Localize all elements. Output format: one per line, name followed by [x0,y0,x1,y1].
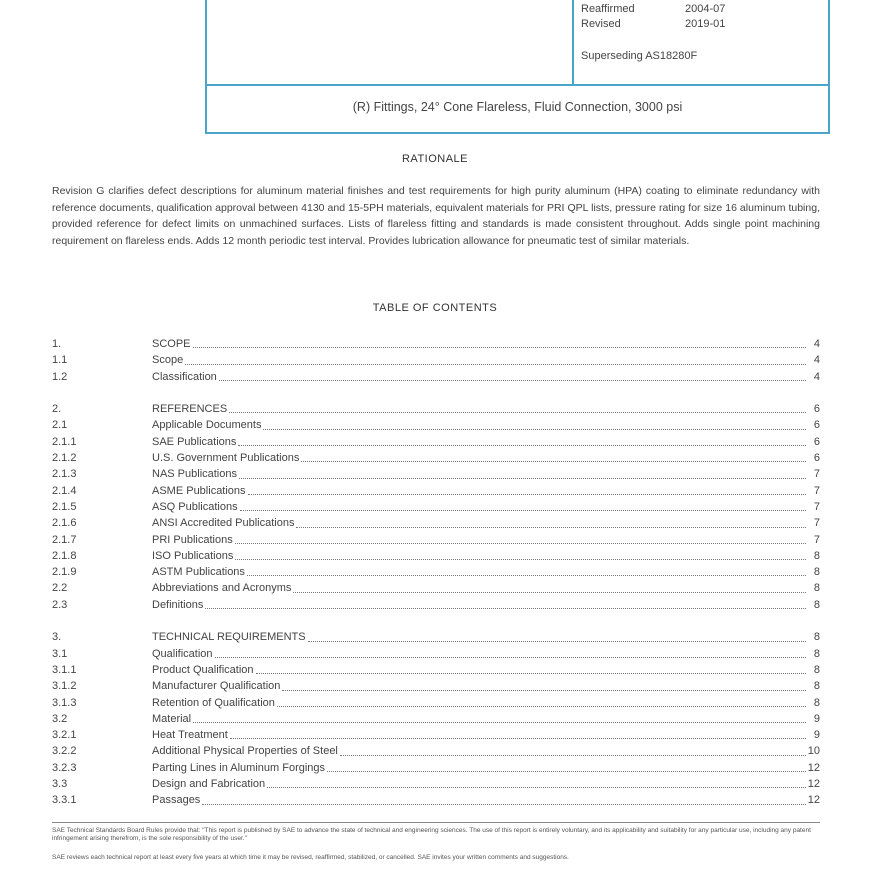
toc-entry-title: Design and Fabrication [152,778,266,791]
toc-entry-title: ASME Publications [152,484,246,497]
toc-entry-number: 1.1 [52,354,68,367]
toc-dot-leader [230,727,806,739]
revised-label: Revised [581,18,621,30]
toc-dot-leader [202,792,806,804]
toc-entry-number: 2.1.1 [52,435,77,448]
toc-entry-title: Abbreviations and Acronyms [152,582,292,595]
toc-entry-number: 3.2.1 [52,729,77,742]
toc-dot-leader [256,662,807,674]
toc-entry-page: 8 [813,549,820,562]
revised-row [581,17,725,32]
toc-entry-page: 8 [813,696,820,709]
toc-entry-title: Passages [152,794,201,807]
toc-entry[interactable] [52,483,820,499]
footer-rule [52,822,820,823]
toc-entry-number: 2.1 [52,419,68,432]
toc-entry-title: Heat Treatment [152,729,228,742]
reaffirmed-row [581,2,725,17]
toc-entry-number: 2.1.8 [52,549,77,562]
toc-entry-page: 12 [807,778,820,791]
toc-entry-title: Manufacturer Qualification [152,680,281,693]
header-divider-horizontal [207,84,828,86]
toc-entry-number: 3. [52,631,62,644]
toc-entry[interactable] [52,580,820,596]
toc-entry-title-wrap [152,532,806,548]
toc-entry-title-wrap [152,727,806,743]
toc-entry-title-wrap [152,629,806,645]
toc-dot-leader [293,580,806,592]
toc-entry-title-wrap [152,776,806,792]
toc-dot-leader [248,483,806,495]
toc-entry-number: 2.1.2 [52,452,77,465]
toc-entry-title: TECHNICAL REQUIREMENTS [152,631,306,644]
toc-entry[interactable] [52,711,820,727]
toc-entry-title-wrap [152,515,806,531]
toc-entry[interactable] [52,662,820,678]
toc-entry-title: SCOPE [152,338,191,350]
toc-entry-page: 8 [813,647,820,660]
toc-entry-title: Additional Physical Properties of Steel [152,745,338,758]
revision-dates [581,2,725,32]
toc-dot-leader [239,466,806,478]
toc-entry-title-wrap [152,695,806,711]
toc-entry[interactable] [52,369,820,385]
toc-entry[interactable] [52,743,820,759]
toc-entry-page: 8 [813,598,820,611]
toc-entry-number: 3.1.1 [52,663,77,676]
toc-entry-number: 1.2 [52,370,68,383]
toc-entry-page: 6 [813,419,820,432]
toc-entry-title: Product Qualification [152,663,254,676]
toc-entry-title-wrap [152,760,806,776]
toc-entry-page: 12 [807,794,820,807]
toc-entry-title-wrap [152,662,806,678]
toc-entry-title-wrap [152,597,806,613]
header-divider-vertical [572,0,574,84]
toc-dot-leader [215,646,806,658]
toc-entry-number: 3.1 [52,647,68,660]
toc-entry-title-wrap [152,646,806,662]
toc-entry-page: 9 [813,712,820,725]
toc-entry-number: 2.3 [52,598,68,611]
toc-entry[interactable] [52,760,820,776]
toc-entry-title-wrap [152,711,806,727]
toc-entry[interactable] [52,532,820,548]
toc-entry-title: Applicable Documents [152,419,262,432]
toc-entry-title: SAE Publications [152,435,237,448]
toc-entry-title-wrap [152,336,806,352]
toc-entry-title-wrap [152,401,806,417]
toc-entry-number: 1. [52,338,62,350]
toc-dot-leader [267,776,806,788]
toc-entry-title: ISO Publications [152,549,234,562]
toc-dot-leader [308,629,806,641]
toc-entry-number: 3.2.3 [52,761,77,774]
rationale-text: Revision G clarifies defect descriptions for aluminum material finishes and test requirements for high purity aluminum (HPA) coating to eliminate redundancy with reference documents, qualification approval between 4130 and 15-5PH materials, equivalent materials for PRI QPL lists, pressure rating for size 16 aluminum tubing, provided reference for defect limits on unmachined surfaces. Lists of flareless fitting and standards is made consistent throughout. Adds single point machining requirement on flareless ends. Adds 12 month periodic test interval. Provides lubrication allowance for pneumatic test of similar materials. [52,185,820,247]
toc-entry-title: Retention of Qualification [152,696,275,709]
toc-dot-leader [219,369,806,381]
toc-entry-title-wrap [152,580,806,596]
toc-entry-number: 3.3 [52,778,68,791]
toc-entry[interactable] [52,792,820,808]
toc-entry[interactable] [52,776,820,792]
revised-value: 2019-01 [685,18,726,30]
toc-entry-page: 8 [813,631,820,644]
toc-entry-number: 3.3.1 [52,794,77,807]
toc-dot-leader [235,548,806,560]
toc-dot-leader [277,695,806,707]
toc-entry-page: 9 [813,729,820,742]
toc-entry-title: ASQ Publications [152,500,238,513]
toc-entry-title: Classification [152,370,217,383]
toc-entry-number: 2.2 [52,582,68,595]
toc-heading: TABLE OF CONTENTS [372,302,498,314]
toc-entry[interactable] [52,548,820,564]
toc-entry[interactable] [52,597,820,613]
toc-entry-title-wrap [152,352,806,368]
document-title: (R) Fittings, 24° Cone Flareless, Fluid Connection, 3000 psi [352,100,683,114]
table-of-contents [52,336,820,809]
toc-entry[interactable] [52,564,820,580]
toc-entry-page: 7 [813,484,820,497]
toc-entry-title-wrap [152,450,806,466]
toc-entry-page: 8 [813,566,820,579]
header-box [205,0,830,134]
toc-entry-title-wrap [152,434,806,450]
toc-entry-page: 7 [813,533,820,546]
toc-entry[interactable] [52,336,820,352]
toc-entry[interactable] [52,515,820,531]
toc-entry-number: 2. [52,403,62,416]
reaffirmed-value: 2004-07 [685,3,726,15]
toc-dot-leader [229,401,806,413]
toc-entry[interactable] [52,646,820,662]
toc-entry-number: 3.1.3 [52,696,77,709]
toc-entry-title: Definitions [152,598,204,611]
toc-entry-page: 7 [813,500,820,513]
toc-entry-title-wrap [152,678,806,694]
toc-entry[interactable] [52,434,820,450]
toc-dot-leader [193,711,806,723]
toc-entry-number: 2.1.9 [52,566,77,579]
toc-dot-leader [238,434,806,446]
toc-entry-page: 10 [807,745,820,758]
toc-entry-title-wrap [152,499,806,515]
toc-entry-title: Parting Lines in Aluminum Forgings [152,761,326,774]
toc-entry-title-wrap [152,792,806,808]
toc-entry-title-wrap [152,548,806,564]
toc-dot-leader [235,532,806,544]
toc-entry-page: 8 [813,680,820,693]
toc-entry-page: 7 [813,468,820,481]
toc-entry[interactable] [52,629,820,645]
toc-entry-title-wrap [152,564,806,580]
toc-entry-number: 2.1.7 [52,533,77,546]
superseding-note: Superseding AS18280F [581,50,698,62]
toc-entry-title: NAS Publications [152,468,237,481]
reaffirmed-label: Reaffirmed [581,3,635,15]
toc-dot-leader [296,515,806,527]
rationale-heading: RATIONALE [401,153,469,165]
footer-disclaimer: SAE Technical Standards Board Rules provide that: "This report is published by SAE to advance the state of technical and engineering sciences. The use of this report is entirely voluntary, and its applicability and suitability for any particular use, including any patent infringement arising therefrom, is the sole responsibility of the user." [52,827,811,842]
toc-dot-leader [240,499,806,511]
toc-entry-number: 3.2 [52,712,68,725]
toc-entry-page: 6 [813,403,820,416]
toc-entry-page: 4 [813,370,820,383]
toc-entry-title-wrap [152,743,806,759]
toc-entry-title-wrap [152,369,806,385]
toc-entry-number: 2.1.3 [52,468,77,481]
toc-entry[interactable] [52,727,820,743]
toc-entry[interactable] [52,466,820,482]
toc-entry[interactable] [52,417,820,433]
toc-entry-title: Qualification [152,647,213,660]
toc-entry[interactable] [52,401,820,417]
toc-entry-page: 8 [813,663,820,676]
toc-dot-leader [193,336,806,348]
toc-entry-title-wrap [152,483,806,499]
toc-entry-title-wrap [152,466,806,482]
toc-entry-page: 4 [813,338,820,350]
toc-entry[interactable] [52,499,820,515]
toc-dot-leader [263,417,806,429]
toc-entry-number: 3.2.2 [52,745,77,758]
toc-entry-title: ANSI Accredited Publications [152,517,295,530]
footer-review-note: SAE reviews each technical report at least every five years at which time it may be revised, reaffirmed, stabilized, or cancelled. SAE invites your written comments and suggestions. [52,854,569,861]
toc-dot-leader [301,450,806,462]
toc-entry-title: REFERENCES [152,403,228,416]
toc-entry-page: 6 [813,435,820,448]
toc-entry[interactable] [52,695,820,711]
toc-entry-page: 4 [813,354,820,367]
toc-group-gap [52,613,820,629]
toc-entry-number: 3.1.2 [52,680,77,693]
toc-entry-title: Scope [152,354,184,367]
toc-entry-page: 6 [813,452,820,465]
toc-entry-number: 2.1.6 [52,517,77,530]
toc-dot-leader [205,597,806,609]
toc-group-gap [52,385,820,401]
toc-entry[interactable] [52,678,820,694]
toc-entry-title: U.S. Government Publications [152,452,300,465]
toc-dot-leader [327,760,806,772]
toc-dot-leader [282,678,806,690]
toc-entry[interactable] [52,450,820,466]
toc-entry-title: ASTM Publications [152,566,245,579]
toc-entry-number: 2.1.5 [52,500,77,513]
toc-entry[interactable] [52,352,820,368]
toc-entry-title: Material [152,712,192,725]
toc-entry-page: 7 [813,517,820,530]
toc-dot-leader [185,352,806,364]
toc-entry-page: 8 [813,582,820,595]
toc-entry-title-wrap [152,417,806,433]
toc-entry-page: 12 [807,761,820,774]
toc-entry-number: 2.1.4 [52,484,77,497]
toc-entry-title: PRI Publications [152,533,233,546]
toc-dot-leader [247,564,806,576]
toc-dot-leader [340,743,806,755]
